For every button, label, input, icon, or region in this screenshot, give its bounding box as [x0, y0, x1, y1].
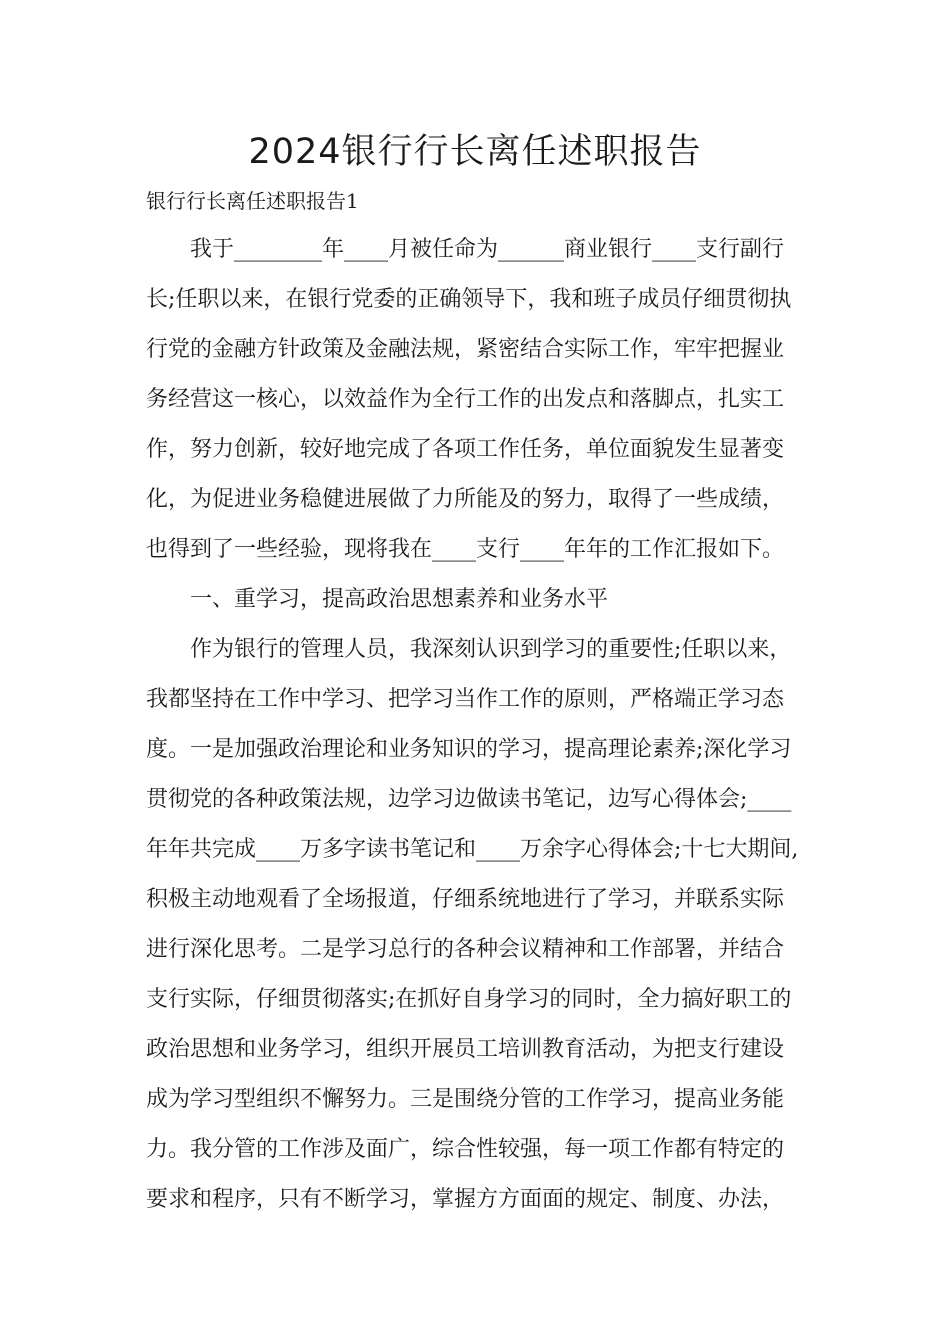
document-subtitle: 银行行长离任述职报告1 [146, 189, 359, 213]
paragraph-line: 力。我分管的工作涉及面广，综合性较强，每一项工作都有特定的 [146, 1137, 785, 1162]
paragraph-line: 成为学习型组织不懈努力。三是围绕分管的工作学习，提高业务能 [146, 1087, 785, 1112]
paragraph-line: 进行深化思考。二是学习总行的各种会议精神和工作部署，并结合 [146, 937, 785, 962]
paragraph-line: 化，为促进业务稳健进展做了力所能及的努力，取得了一些成绩， [146, 487, 785, 512]
paragraph-line: 贯彻党的各种政策法规，边学习边做读书笔记，边写心得体会;____ [146, 787, 792, 812]
paragraph-line: 行党的金融方针政策及金融法规，紧密结合实际工作，牢牢把握业 [146, 337, 785, 362]
paragraph-line: 政治思想和业务学习，组织开展员工培训教育活动，为把支行建设 [146, 1037, 785, 1062]
paragraph-line: 作，努力创新，较好地完成了各项工作任务，单位面貌发生显著变 [146, 437, 785, 462]
paragraph-line: 我于________年____月被任命为______商业银行____支行副行 [190, 237, 785, 262]
paragraph-line: 务经营这一核心，以效益作为全行工作的出发点和落脚点，扎实工 [146, 387, 785, 412]
paragraph-line: 长;任职以来，在银行党委的正确领导下，我和班子成员仔细贯彻执 [146, 287, 792, 312]
document-title: 2024银行行长离任述职报告 [248, 132, 702, 172]
paragraph-line: 要求和程序，只有不断学习，掌握方方面面的规定、制度、办法， [146, 1187, 785, 1212]
paragraph-line: 年年共完成____万多字读书笔记和____万余字心得体会;十七大期间, [146, 837, 799, 862]
paragraph-line: 我都坚持在工作中学习、把学习当作工作的原则，严格端正学习态 [146, 687, 785, 712]
section-heading: 一、重学习，提高政治思想素养和业务水平 [190, 587, 609, 612]
paragraph-line: 作为银行的管理人员，我深刻认识到学习的重要性;任职以来， [190, 637, 792, 662]
paragraph-line: 支行实际，仔细贯彻落实;在抓好自身学习的同时，全力搞好职工的 [146, 987, 792, 1012]
paragraph-line: 度。一是加强政治理论和业务知识的学习，提高理论素养;深化学习 [146, 737, 792, 762]
paragraph-line: 积极主动地观看了全场报道，仔细系统地进行了学习，并联系实际 [146, 887, 785, 912]
paragraph-line: 也得到了一些经验，现将我在____支行____年年的工作汇报如下。 [146, 537, 785, 562]
